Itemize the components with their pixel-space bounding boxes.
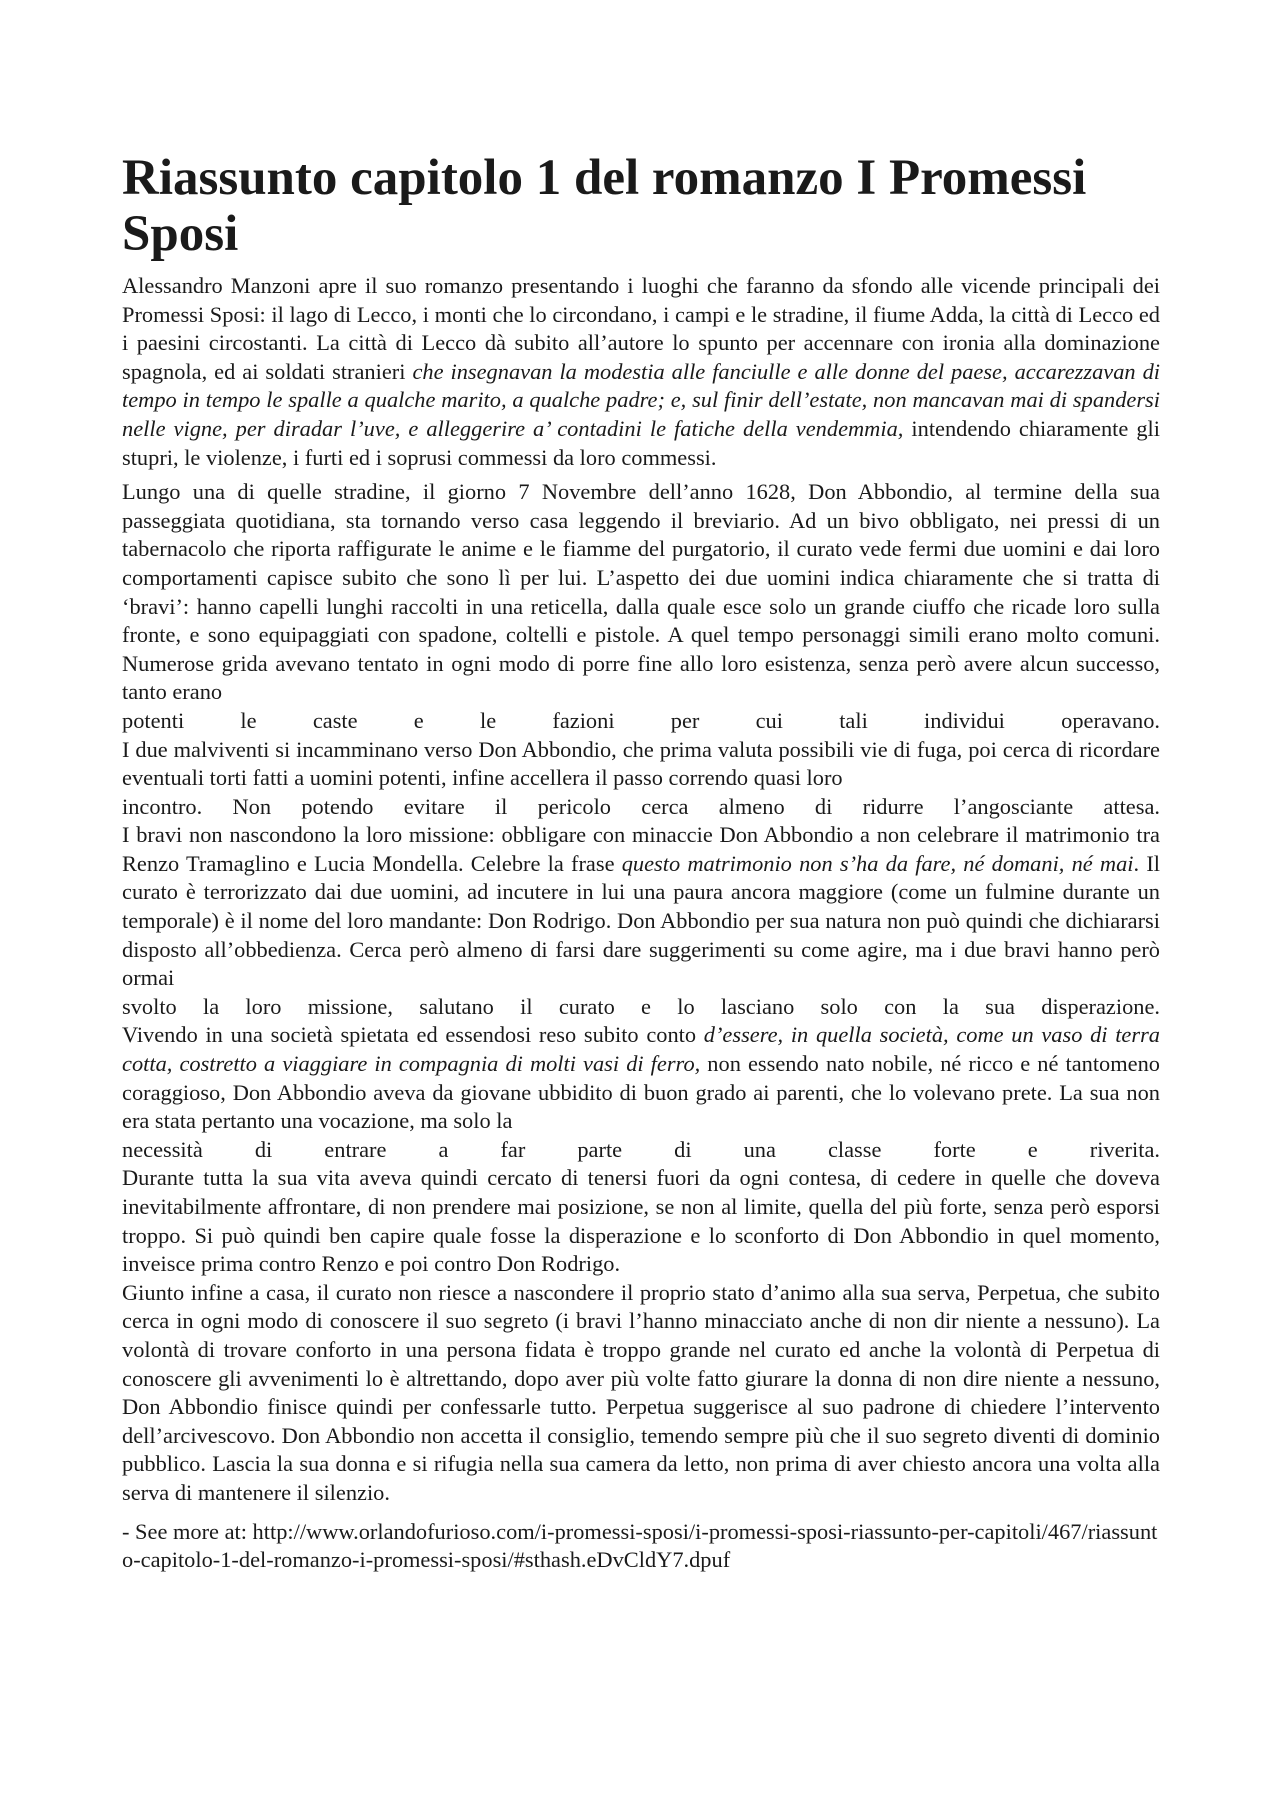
main-text-a: Lungo una di quelle stradine, il giorno 7 Novembre dell’anno 1628, Don Abbondio, al termine della sua passeggiata quotidiana, sta tornando verso casa leggendo il breviario. Ad un bivo obbligato, nei pressi di un tabernacolo che riporta raffigurate le anime e le fiamme del purgatorio, il curato vede fermi due uomini e dai loro comportamenti capisce subito che sono lì per lui. L’aspetto dei due uomini indica chiaramente che si tratta di ‘bravi’: hanno capelli lunghi raccolti in una reticella, dalla quale esce solo un grande ciuffo che ricade loro sulla fronte, e sono equipaggiati con spadone, coltelli e pistole. A quel tempo personaggi simili erano molto comuni. Numerose grida avevano tentato in ogni modo di porre fine allo loro esistenza, senza però avere alcun successo, tanto erano xyxy=(122,479,1160,705)
main-text-e: Durante tutta la sua vita aveva quindi cercato di tenersi fuori da ogni contesa, di cedere in quelle che doveva inevitabilmente affrontare, di non prendere mai posizione, se non al limite, quella del più forte, senza però esporsi troppo. Si può quindi ben capire quale fosse la disperazione e lo sconforto di Don Abbondio in quel momento, inveisce prima contro Renzo e poi contro Don Rodrigo. xyxy=(122,1165,1160,1277)
source-link-text: - See more at: http://www.orlandofurioso.com/i-promessi-sposi/i-promessi-sposi-riassunto-per-capitoli/467/riassunto-capitolo-1-del-romanzo-i-promessi-sposi/#sthash.eDvCldY7.dpuf xyxy=(122,1518,1158,1573)
main-text-c2: . Il curato è terrorizzato dai due uomini, ad incutere in lui una paura ancora maggiore (come un fulmine durante un temporale) è il nome del loro mandante: Don Rodrigo. Don Abbondio per sua natura non può quindi che dichiararsi disposto all’obbedienza. Cerca però almeno di farsi dare suggerimenti su come agire, ma i due bravi hanno però ormai xyxy=(122,850,1161,991)
main-text-d2: non essendo nato nobile, né ricco e né tantomeno coraggioso, Don Abbondio aveva da giovane ubbidito di buon grado ai parenti, che lo volevano prete. La sua non era stata pertanto una vocazione, ma solo la xyxy=(122,1051,1160,1134)
main-text-d-last: necessità di entrare a far parte di una classe forte e riverita. xyxy=(122,1136,1160,1162)
main-text-f: Giunto infine a casa, il curato non riesce a nascondere il proprio stato d’animo alla sua serva, Perpetua, che subito cerca in ogni modo di conoscere il suo segreto (i bravi l’hanno minacciato anche di non dir niente a nessuno). La volontà di trovare conforto in una persona fidata è troppo grande nel curato ed anche la volontà di Perpetua di conoscere gli avvenimenti lo è altrettando, dopo aver più volte fatto giurare la donna di non dire niente a nessuno, Don Abbondio finisce quindi per confessarle tutto. Perpetua suggerisce al suo padrone di chiedere l’intervento dell’arcivescovo. Don Abbondio non accetta il consiglio, temendo sempre più che il suo segreto diventi di dominio pubblico. Lascia la sua donna e si rifugia nella sua camera da letto, non prima di aver chiesto ancora una volta alla serva di mantenere il silenzio. xyxy=(122,1279,1160,1505)
paragraph-main xyxy=(122,478,1160,1507)
page-title: Riassunto capitolo 1 del romanzo I Promessi Sposi xyxy=(122,150,1087,262)
main-quote-matrimonio: questo matrimonio non s’ha da fare, né domani, né mai xyxy=(621,850,1134,876)
intro-text: Alessandro Manzoni apre il suo romanzo presentando i luoghi che faranno da sfondo alle vicende principali dei Promessi Sposi: il lago di Lecco, i monti che lo circondano, i campi e le stradine, il fiume Adda, la città di Lecco ed i paesini circostanti. La città di Lecco dà subito all’autore lo spunto per accennare con ironia alla dominazione spagnola, ed ai soldati stranieri xyxy=(122,273,1160,384)
main-text-b-last: incontro. Non potendo evitare il pericolo cerca almeno di ridurre l’angosciante attesa. xyxy=(122,793,1160,819)
intro-quote: che insegnavan la modestia alle fanciulle e alle donne del paese, accarezzavan di tempo in tempo le spalle a qualche marito, a qualche padre; e, sul finir dell’estate, non mancavan mai di spandersi nelle vigne, per diradar l’uve, e alleggerire a’ contadini le fatiche della vendemmia, xyxy=(122,358,1161,441)
document-page xyxy=(122,150,1160,1597)
main-text-d1: Vivendo in una società spietata ed essendosi reso subito conto xyxy=(122,1022,704,1048)
intro-text-end: intendendo chiaramente gli stupri, le violenze, i furti ed i soprusi commessi da loro commessi. xyxy=(122,415,1160,470)
main-text-c1: I bravi non nascondono la loro missione: obbligare con minaccie Don Abbondio a non celebrare il matrimonio tra Renzo Tramaglino e Lucia Mondella. Celebre la frase xyxy=(122,822,1160,876)
main-text-b: I due malviventi si incamminano verso Don Abbondio, che prima valuta possibili vie di fuga, poi cerca di ricordare eventuali torti fatti a uomini potenti, infine accellera il passo correndo quasi loro xyxy=(122,736,1160,791)
paragraph-intro xyxy=(122,272,1160,472)
main-text-a-last: potenti le caste e le fazioni per cui tali individui operavano. xyxy=(122,707,1160,733)
main-quote-vaso: d’essere, in quella società, come un vaso di terra cotta, costretto a viaggiare in compagnia di molti vasi di ferro, xyxy=(122,1022,1160,1077)
main-text-c-last: svolto la loro missione, salutano il curato e lo lasciano solo con la sua disperazione. xyxy=(122,993,1160,1019)
